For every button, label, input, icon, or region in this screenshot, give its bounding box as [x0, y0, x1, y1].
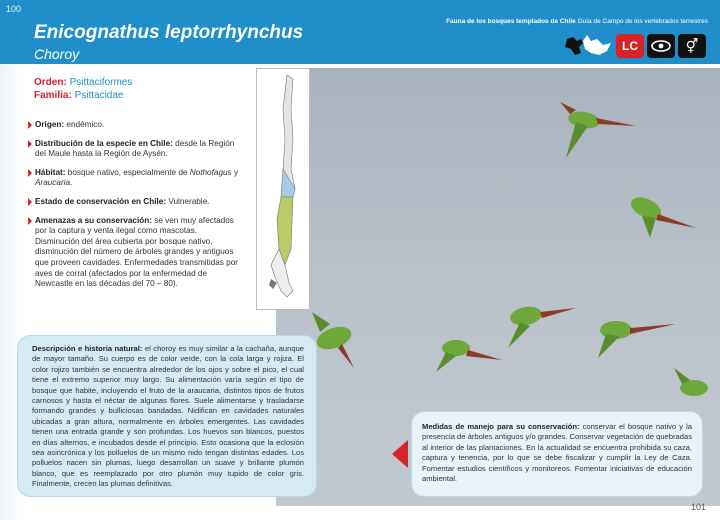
- fact-distribucion: [28, 139, 243, 160]
- scientific-name: Enicognathus leptorrhynchus: [34, 22, 304, 43]
- parrot-2: [628, 193, 696, 238]
- familia-value: Psittacidae: [74, 90, 124, 101]
- distribucion-label: Distribución de la especie en Chile:: [35, 138, 173, 148]
- compass-mark: [269, 279, 277, 289]
- sex-symbol-icon: ⚥: [678, 34, 706, 58]
- left-margin-tint: [0, 64, 20, 520]
- arrow-left-icon: [392, 440, 408, 468]
- amenazas-value: se ven muy afectados por la captura y venta ilegal como mascotas. Disminución del área cubierta por bosque nativo, disminución del número de árboles grandes y antiguos que proveen cavidades. Enfermedades transmitidas por aves de corral (afectados por la enfermedad de Newcastle en las décadas del 70 – 80).: [35, 215, 238, 289]
- origen-value: endémico.: [66, 120, 105, 129]
- fact-origen: [28, 120, 243, 131]
- habitat-value-1: bosque nativo, especialmente de: [67, 167, 188, 177]
- series-title: [446, 18, 708, 25]
- description-box: [18, 336, 316, 496]
- descripcion-body: el choroy es muy similar a la cachaña, aunque de mayor tamaño. Su cuerpo es de color verde, con la cola larga y rojiza. El color rojizo también se encuentra alrededor de los ojos y sobre el pico, el cual tiene el extremo superior muy largo. Su alimentación varía según el tipo de bosque que habite, incluyendo el fruto de la araucaria, distintos tipos de frutos carnosos y hasta el néctar de algunas flores. Suele alimentarse y trasladarse formando grandes y bulliciosas bandadas. Nidifican en cavidades naturales ubicadas a gran altura, normalmente en árboles emergentes. Las cavidades tienen una entrada grande y son profundas. Los huevos son blancos, puestos en días alternos, e incubados desde el principio. Esto ocasiona que la eclosión sea asincrónica y los polluelos de un mismo nido tengan distintas edades. Los polluelos nacen sin plumas, luego desarrollan un suave y brillante plumón blanco, que es reemplazado por otro plumón muy tupido de color gris. Finalmente, crecen las plumas definitivas.: [32, 344, 304, 489]
- estado-value: Vulnerable.: [168, 196, 210, 206]
- habitat-genus-1: Nothofagus: [189, 167, 232, 177]
- parrot-4: [436, 340, 502, 372]
- fact-habitat: [28, 168, 243, 189]
- facts-list: [28, 120, 243, 298]
- common-name: Choroy: [34, 46, 80, 62]
- taxonomy-block: [34, 76, 132, 102]
- series-title-bold: Fauna de los bosques templados de Chile: [446, 18, 576, 25]
- bird-hand-icon: [563, 34, 613, 58]
- parrot-5: [508, 304, 576, 348]
- parrot-6: [598, 321, 676, 358]
- manejo-label: Medidas de manejo para su conservación:: [422, 422, 580, 431]
- orden-label: Orden:: [34, 77, 67, 88]
- chile-distribution-map: [256, 68, 310, 310]
- orden-value: Psittaciformes: [69, 77, 133, 88]
- estado-label: Estado de conservación en Chile:: [35, 196, 167, 206]
- habitat-end: .: [70, 178, 73, 188]
- familia-label: Familia:: [34, 90, 72, 101]
- management-box: [412, 412, 702, 496]
- fact-estado: [28, 197, 243, 208]
- page-number-left: 100: [6, 4, 22, 14]
- habitat-genus-2: Araucaria: [35, 178, 71, 188]
- distribucion-value: desde la Región del Maule hasta la Región de Aysén.: [35, 138, 235, 159]
- description-text: [32, 344, 304, 490]
- status-icons: [563, 33, 706, 59]
- fact-amenazas: [28, 216, 243, 290]
- descripcion-label: Descripción e historia natural:: [32, 344, 143, 353]
- parrot-1: [560, 102, 636, 158]
- manejo-body: conservar el bosque nativo y la presencia de árboles antiguos y/o grandes. Conservar vegetación de quebradas al interior de las plantaciones. En la actualidad se encuentra prohibida su caza, captura y tenencia, por lo que se debe fiscalizar y cumplir la Ley de Caza. Fomentar estudios científicos y monitoreos. Fomentar iniciativas de educación ambiental.: [422, 422, 692, 484]
- parrot-3: [312, 312, 354, 368]
- least-concern-badge: LC: [616, 34, 644, 58]
- page-header: [0, 0, 720, 64]
- origen-label: Origen:: [35, 120, 65, 129]
- amenazas-label: Amenazas a su conservación:: [35, 215, 152, 225]
- series-title-rest: Guía de Campo de los vertebrados terrestres: [577, 18, 708, 25]
- eye-icon: [647, 34, 675, 58]
- habitat-label: Hábitat:: [35, 167, 66, 177]
- page-number-right: 101: [690, 502, 706, 512]
- habitat-value-2: y: [233, 167, 239, 177]
- management-text: [422, 422, 692, 484]
- chile-map-illustration: [257, 69, 309, 309]
- parrot-7: [674, 368, 708, 396]
